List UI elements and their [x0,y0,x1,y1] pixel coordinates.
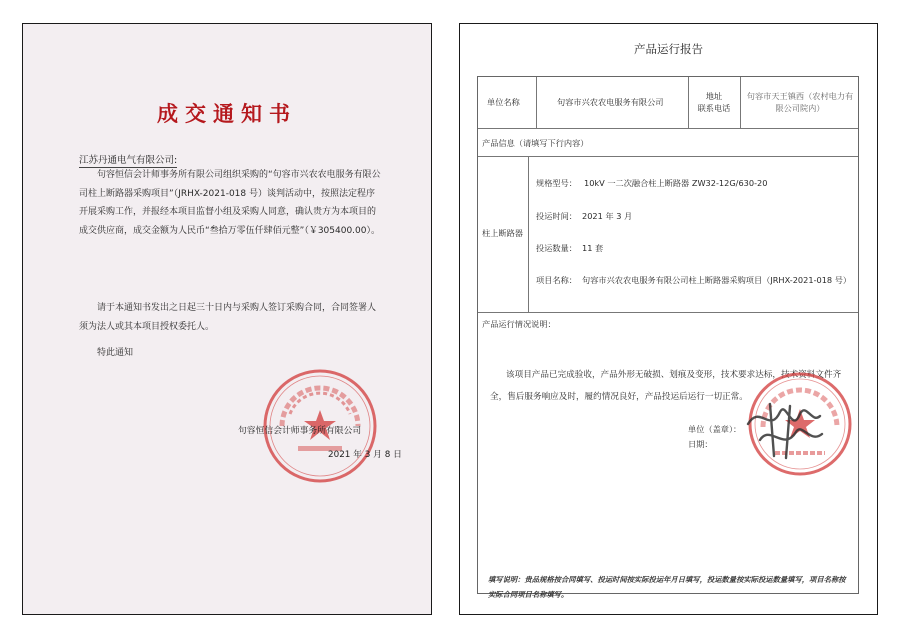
commission-time-value: 2021 年 3 月 [582,211,633,221]
project-name-value: 句容市兴农农电服务有限公司柱上断路器采购项目（JRHX-2021-018 号） [582,275,852,285]
notice-date: 2021 年 3 月 8 日 [328,450,402,460]
product-info-label: 产品信息（请填写下行内容） [482,138,589,148]
notice-body-paragraph-2: 请于本通知书发出之日起三十日内与采购人签订采购合同，合同签署人须为法人或其本项目授权委托人。 [79,303,377,332]
report-table [477,76,859,594]
unit-name-label: 单位名称 [487,97,520,107]
fill-instructions: 填写说明：贵品规格按合同填写、投运时间按实际投运年月日填写，投运数量按实际投运数量填写，项目名称按实际合同项目名称填写。 [488,575,846,599]
unit-name-value: 句容市兴农农电服务有限公司 [557,97,664,107]
report-title: 产品运行报告 [634,42,703,56]
table-rule [478,312,858,313]
table-rule [688,77,689,128]
notice-title: 成交通知书 [157,101,297,126]
table-rule [740,77,741,128]
address-phone-label: 地址 联系电话 [697,91,731,113]
table-rule [536,77,537,128]
notice-body-paragraph-1: 句容恒信会计师事务所有限公司组织采购的“句容市兴农农电服务有限公司柱上断路器采购项目”（JRHX-2021-018 号）谈判活动中，按照法定程序开展采购工作，并报经本项目监督小组及采购人同意，确认贵方为本项目的成交供应商，成交金额为人民币“叁拾万零伍仟肆佰元整”（￥305400.00）。 [79,170,381,236]
notice-addressee: 江苏丹通电气有限公司: [79,152,177,168]
table-rule [478,156,858,157]
handwritten-signature [740,394,830,464]
transaction-notice-document [22,23,432,615]
notice-closing: 特此通知 [97,348,134,358]
status-label: 产品运行情况说明： [482,319,556,329]
sign-unit-label: 单位（盖章）： [688,424,742,434]
spec-label: 规格型号： [536,178,577,188]
product-category: 柱上断路器 [482,228,523,238]
quantity-label: 投运数量： [536,243,577,253]
table-rule [528,156,529,312]
address-value: 句容市天王镇西（农村电力有限公司院内） [746,91,854,113]
spec-value: 10kV 一二次融合柱上断路器 ZW32-12G/630-20 [584,178,768,188]
table-rule [478,128,858,129]
status-description: 该项目产品已完成验收，产品外形无破损、划痕及变形，技术要求达标，技术资料文件齐全，售后服务响应及时，履约情况良好，产品投运后运行一切正常。 [490,370,842,402]
project-name-label: 项目名称： [536,275,577,285]
product-operation-report-document [459,23,878,615]
quantity-value: 11 套 [582,243,604,253]
notice-issuer: 句容恒信会计师事务所有限公司 [238,426,362,436]
sign-date-label: 日期： [688,439,713,449]
commission-time-label: 投运时间： [536,211,577,221]
